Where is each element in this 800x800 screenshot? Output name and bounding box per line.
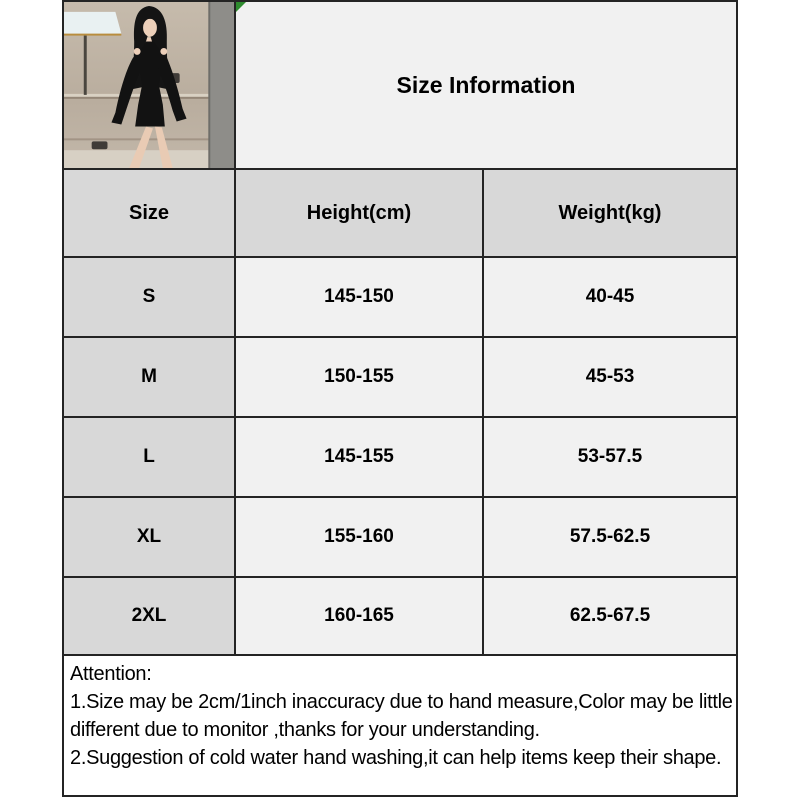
cell-corner-marker-icon <box>236 2 246 12</box>
table-row <box>64 418 736 498</box>
product-photo-illustration <box>64 2 234 168</box>
weight-value: 45-53 <box>484 338 736 418</box>
product-photo <box>64 2 236 170</box>
door-panel <box>209 2 234 168</box>
attention-line: 2.Suggestion of cold water hand washing,it can help items keep their shape. <box>70 747 722 769</box>
size-label: 2XL <box>64 578 236 656</box>
table-row <box>64 338 736 418</box>
size-label: XL <box>64 498 236 578</box>
table-row <box>64 258 736 338</box>
top-row <box>64 2 736 170</box>
lamp-shade <box>64 12 121 35</box>
attention-note <box>64 656 736 795</box>
table-row <box>64 578 736 656</box>
column-header-weight: Weight(kg) <box>484 170 736 258</box>
size-label: L <box>64 418 236 498</box>
attention-line: 1.Size may be 2cm/1inch inaccuracy due to hand measure,Color may be little <box>70 691 733 713</box>
table-row <box>64 498 736 578</box>
drawer-handle <box>92 141 108 149</box>
weight-value: 57.5-62.5 <box>484 498 736 578</box>
page-title: Size Information <box>396 71 576 98</box>
size-label: M <box>64 338 236 418</box>
attention-heading: Attention: <box>70 663 152 685</box>
attention-line: different due to monitor ,thanks for your understanding. <box>70 719 540 741</box>
height-value: 150-155 <box>236 338 484 418</box>
title-cell <box>236 2 736 170</box>
column-header-height: Height(cm) <box>236 170 484 258</box>
size-chart-sheet <box>62 0 738 797</box>
table-header-row <box>64 170 736 258</box>
column-header-size: Size <box>64 170 236 258</box>
size-label: S <box>64 258 236 338</box>
height-value: 155-160 <box>236 498 484 578</box>
height-value: 145-155 <box>236 418 484 498</box>
weight-value: 62.5-67.5 <box>484 578 736 656</box>
weight-value: 40-45 <box>484 258 736 338</box>
lamp-pole <box>84 36 87 95</box>
height-value: 145-150 <box>236 258 484 338</box>
weight-value: 53-57.5 <box>484 418 736 498</box>
height-value: 160-165 <box>236 578 484 656</box>
